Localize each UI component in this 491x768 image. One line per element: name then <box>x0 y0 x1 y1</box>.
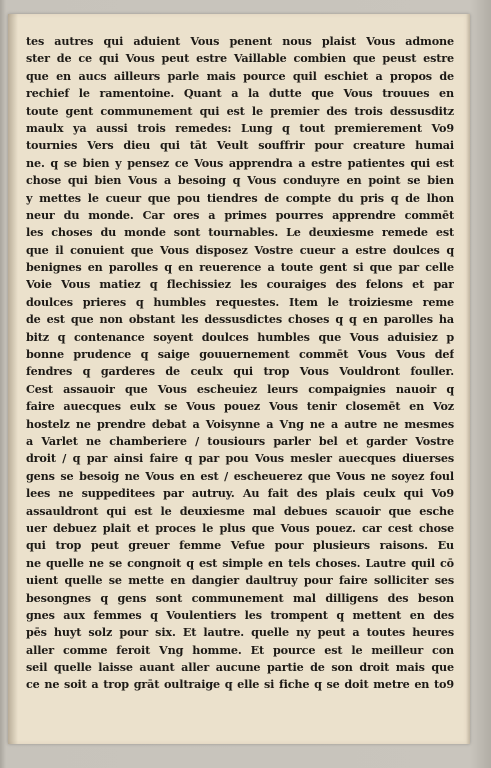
text-line: que en aucs ailleurs parle mais pource quil eschiet a propos de <box>26 68 454 83</box>
text-line: bonne prudence q saige gouuernement commēt Vous Vous def <box>26 347 454 362</box>
text-line: y mettes le cueur que pou tiendres de compte du pris q de lhon <box>26 190 454 205</box>
text-line: ne. q se bien y pensez ce Vous apprendra a estre patientes qui est <box>26 155 454 170</box>
text-line: uer debuez plait et proces le plus que Vous pouez. car cest chose <box>26 520 454 535</box>
text-line: lees ne suppeditees par autruy. Au fait des plais ceulx qui Vo9 <box>26 486 454 501</box>
text-line: qui trop peut greuer femme Vefue pour plusieurs raisons. Eu <box>26 538 454 553</box>
text-line: Voie Vous matiez q flechissiez les couraiges des felons et par <box>26 277 454 292</box>
text-line: pēs huyt solz pour six. Et lautre. quelle ny peut a toutes heures <box>26 625 454 640</box>
text-line: aller comme feroit Vng homme. Et pource est le meilleur con <box>26 642 454 657</box>
text-line: a Varlet ne chamberiere / tousiours parler bel et garder Vostre <box>26 433 454 448</box>
book-page <box>8 14 470 744</box>
text-line: maulx ya aussi trois remedes: Lung q tout premierement Vo9 <box>26 120 454 135</box>
page-gutter-shadow <box>8 14 18 744</box>
text-line: de est que non obstant les dessusdictes choses q q en parolles ha <box>26 312 454 327</box>
text-line: uient quelle se mette en dangier daultruy pour faire solliciter ses <box>26 573 454 588</box>
text-line: chose qui bien Vous a besoing q Vous conduyre en point se bien <box>26 173 454 188</box>
text-line: seil quelle laisse auant aller aucune partie de son droit mais que <box>26 660 454 675</box>
text-line: assauldront qui est le deuxiesme mal debues scauoir que esche <box>26 503 454 518</box>
text-line: ne quelle ne se congnoit q est simple en tels choses. Lautre quil cō <box>26 555 454 570</box>
text-line: droit / q par ainsi faire q par pou Vous mesler auecques diuerses <box>26 451 454 466</box>
text-line: fendres q garderes de ceulx qui trop Vous Vouldront fouller. <box>26 364 454 379</box>
text-line: tes autres qui aduient Vous penent nous plaist Vous admone <box>26 34 454 48</box>
text-line: ce ne soit a trop grāt oultraige q elle si fiche q se doit metre en to9 <box>26 677 454 692</box>
text-line: besongnes q gens sont communement mal dilligens des beson <box>26 590 454 605</box>
page-edge <box>466 14 470 744</box>
text-line: les choses du monde sont tournables. Le deuxiesme remede est <box>26 225 454 240</box>
text-line: rechief le ramentoine. Quant a la dutte que Vous trouues en <box>26 86 454 101</box>
text-line: que il conuient que Vous disposez Vostre cueur a estre doulces q <box>26 242 454 257</box>
text-line: doulces prieres q humbles requestes. Item le troiziesme reme <box>26 294 454 309</box>
text-line: gens se besoig ne Vous en est / escheuerez que Vous ne soyez foul <box>26 468 454 483</box>
page-text-block <box>26 33 454 694</box>
text-line: Cest assauoir que Vous escheuiez leurs compaignies nauoir q <box>26 381 454 396</box>
text-line: ster de ce qui Vous peut estre Vaillable combien que peust estre <box>26 51 454 66</box>
text-line: neur du monde. Car ores a primes pourres apprendre commēt <box>26 207 454 222</box>
text-line: benignes en parolles q en reuerence a toute gent si que par celle <box>26 260 454 275</box>
text-line: tournies Vers dieu qui tāt Veult souffrir pour creature humai <box>26 138 454 153</box>
text-line: bitz q contenance soyent doulces humbles que Vous aduisiez p <box>26 329 454 344</box>
text-line: gnes aux femmes q Voulentiers les trompent q mettent en des <box>26 607 454 622</box>
text-line: hostelz ne prendre debat a Voisynne a Vng ne a autre ne mesmes <box>26 416 454 431</box>
text-line: faire auecques eulx se Vous pouez Vous tenir closemēt en Voz <box>26 399 454 414</box>
text-line: toute gent communement qui est le premier des trois dessusditz <box>26 103 454 118</box>
